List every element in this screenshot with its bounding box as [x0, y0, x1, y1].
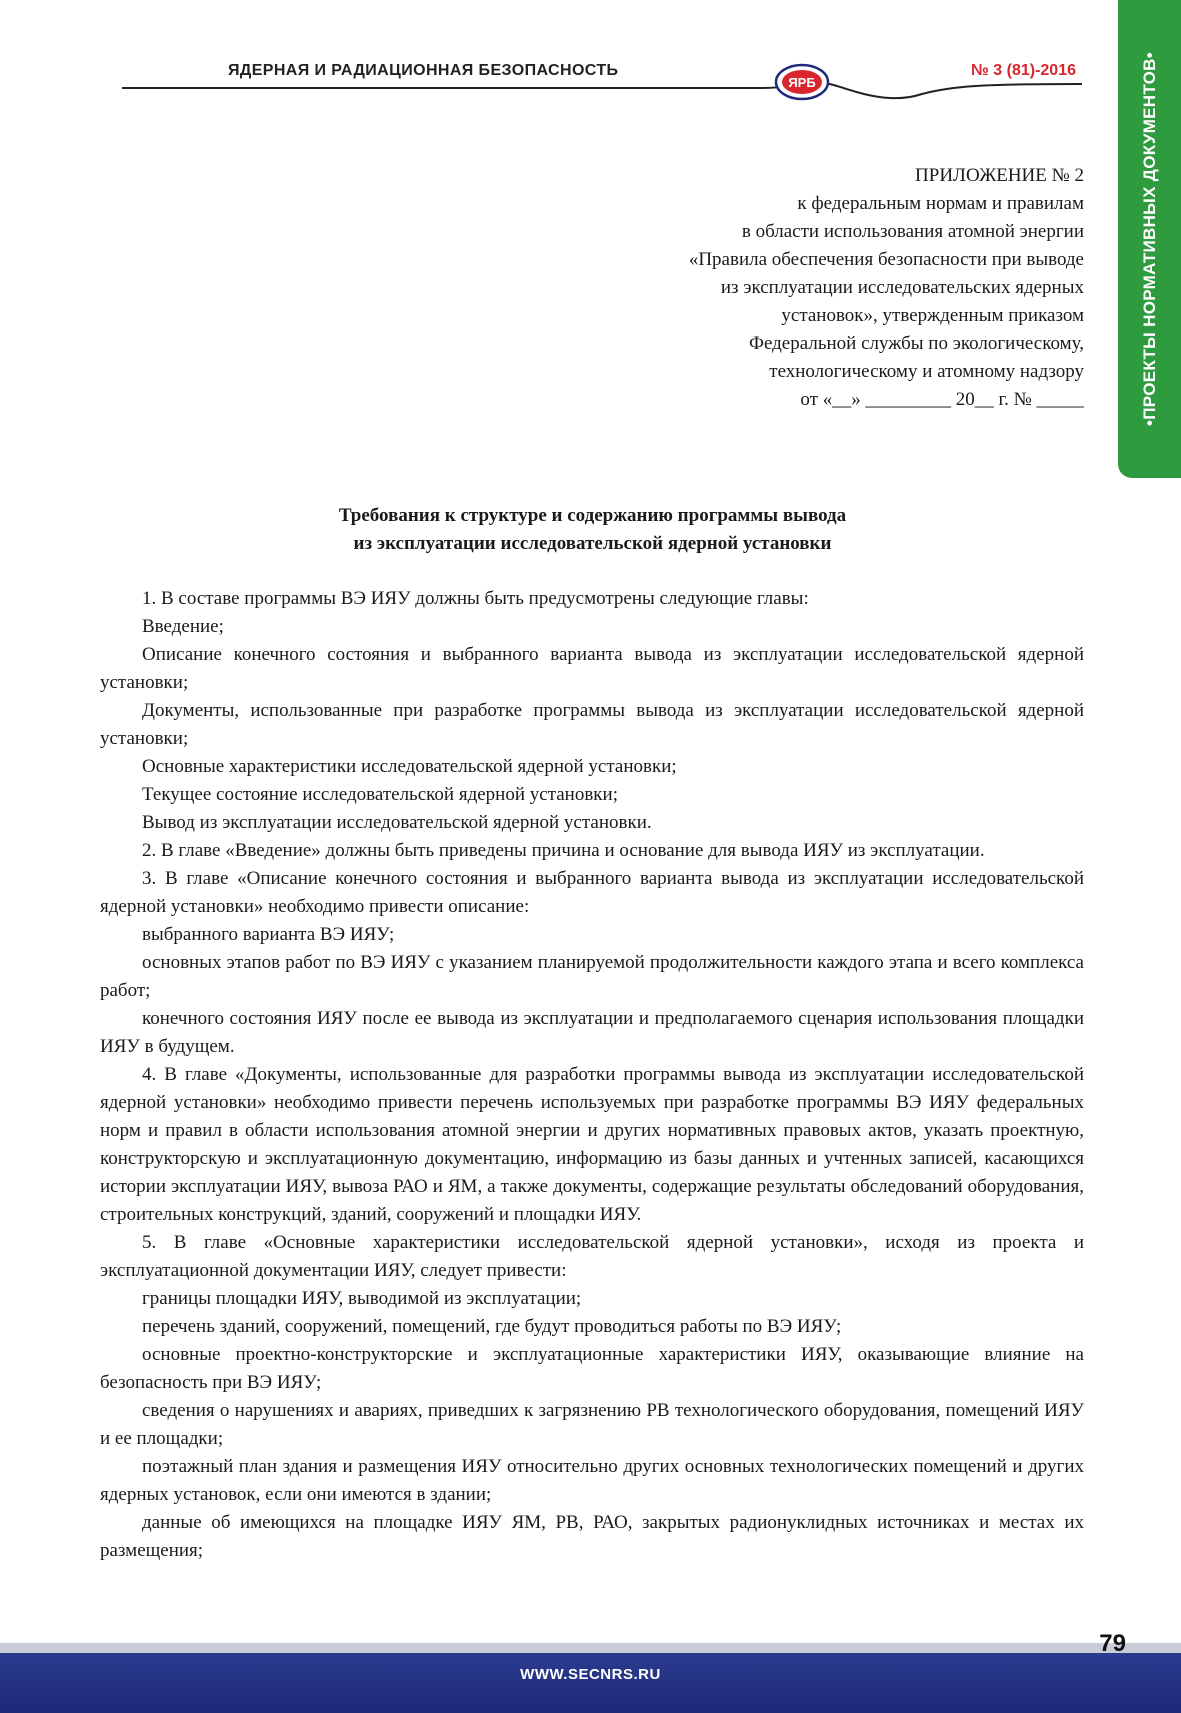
- appendix-block: [484, 162, 1084, 414]
- paragraph: поэтажный план здания и размещения ИЯУ относительно других основных технологических помещений и других ядерных установок, если они имеются в здании;: [100, 1456, 1084, 1505]
- issue-number: № 3 (81)-2016: [971, 62, 1076, 79]
- appendix-line: к федеральным нормам и правилам: [797, 193, 1084, 214]
- paragraph: перечень зданий, сооружений, помещений, где будут проводиться работы по ВЭ ИЯУ;: [142, 1316, 842, 1337]
- paragraph: Основные характеристики исследовательской ядерной установки;: [142, 756, 677, 777]
- footer-url-link[interactable]: WWW.SECNRS.RU: [520, 1666, 661, 1683]
- document-body: [100, 585, 1084, 1565]
- paragraph: Описание конечного состояния и выбранного варианта вывода из эксплуатации исследовательской ядерной установки;: [100, 644, 1084, 693]
- paragraph: конечного состояния ИЯУ после ее вывода из эксплуатации и предполагаемого сценария использования площадки ИЯУ в будущем.: [100, 1008, 1084, 1057]
- appendix-line: «Правила обеспечения безопасности при выводе: [688, 249, 1084, 270]
- journal-logo-icon: [772, 60, 832, 104]
- page-number: 79: [1099, 1630, 1126, 1657]
- paragraph: сведения о нарушениях и авариях, приведших к загрязнению РВ технологического оборудования, помещений ИЯУ и ее площадки;: [100, 1400, 1084, 1449]
- appendix-line: от «__» _________ 20__ г. № _____: [800, 389, 1084, 410]
- paragraph: Введение;: [142, 616, 224, 637]
- paragraph: 4. В главе «Документы, использованные для разработки программы вывода из эксплуатации исследовательской ядерной установки» необходимо привести перечень используемых при разработке программы ВЭ ИЯУ федеральных норм и правил в области использования атомной энергии и других нормативных правовых актов, указать проектную, конструкторскую и эксплуатационную документацию, информацию из базы данных и учтенных записей, касающихся истории эксплуатации ИЯУ, вывоза РАО и ЯМ, а также документы, содержащие результаты обследований оборудования, строительных конструкций, зданий, сооружений и площадки ИЯУ.: [100, 1064, 1084, 1225]
- paragraph: основных этапов работ по ВЭ ИЯУ с указанием планируемой продолжительности каждого этапа и всего комплекса работ;: [100, 952, 1084, 1001]
- paragraph: 5. В главе «Основные характеристики исследовательской ядерной установки», исходя из проекта и эксплуатационной документации ИЯУ, следует привести:: [100, 1232, 1084, 1281]
- appendix-line: установок», утвержденным приказом: [781, 305, 1084, 326]
- appendix-line: ПРИЛОЖЕНИЕ № 2: [915, 165, 1084, 186]
- section-tab-label-wrap: [1118, 0, 1181, 478]
- paragraph: 2. В главе «Введение» должны быть приведены причина и основание для вывода ИЯУ из эксплуатации.: [142, 840, 985, 861]
- title-line-2: из эксплуатации исследовательской ядерной установки: [353, 533, 832, 554]
- logo-text: ЯРБ: [788, 75, 816, 90]
- paragraph: данные об имеющихся на площадке ИЯУ ЯМ, РВ, РАО, закрытых радионуклидных источниках и местах их размещения;: [100, 1512, 1084, 1561]
- paragraph: Текущее состояние исследовательской ядерной установки;: [142, 784, 618, 805]
- paragraph: Вывод из эксплуатации исследовательской ядерной установки.: [142, 812, 652, 833]
- appendix-line: в области использования атомной энергии: [741, 221, 1084, 242]
- appendix-line: Федеральной службы по экологическому,: [748, 333, 1084, 354]
- header-rule: [122, 80, 1082, 110]
- paragraph: Документы, использованные при разработке программы вывода из эксплуатации исследовательской ядерной установки;: [100, 700, 1084, 749]
- paragraph: границы площадки ИЯУ, выводимой из эксплуатации;: [142, 1288, 582, 1309]
- document-title: [100, 502, 1085, 558]
- paragraph: 3. В главе «Описание конечного состояния и выбранного варианта вывода из эксплуатации исследовательской ядерной установки» необходимо привести описание:: [100, 868, 1084, 917]
- appendix-line: из эксплуатации исследовательских ядерных: [720, 277, 1084, 298]
- paragraph: основные проектно-конструкторские и эксплуатационные характеристики ИЯУ, оказывающие влияние на безопасность при ВЭ ИЯУ;: [100, 1344, 1084, 1393]
- appendix-line: технологическому и атомному надзору: [769, 361, 1084, 382]
- paragraph: выбранного варианта ВЭ ИЯУ;: [142, 924, 395, 945]
- title-line-1: Требования к структуре и содержанию программы вывода: [338, 505, 847, 526]
- journal-title: ЯДЕРНАЯ И РАДИАЦИОННАЯ БЕЗОПАСНОСТЬ: [228, 62, 619, 79]
- section-tab-label: •ПРОЕКТЫ НОРМАТИВНЫХ ДОКУМЕНТОВ•: [1139, 52, 1159, 426]
- paragraph: 1. В составе программы ВЭ ИЯУ должны быть предусмотрены следующие главы:: [142, 588, 809, 609]
